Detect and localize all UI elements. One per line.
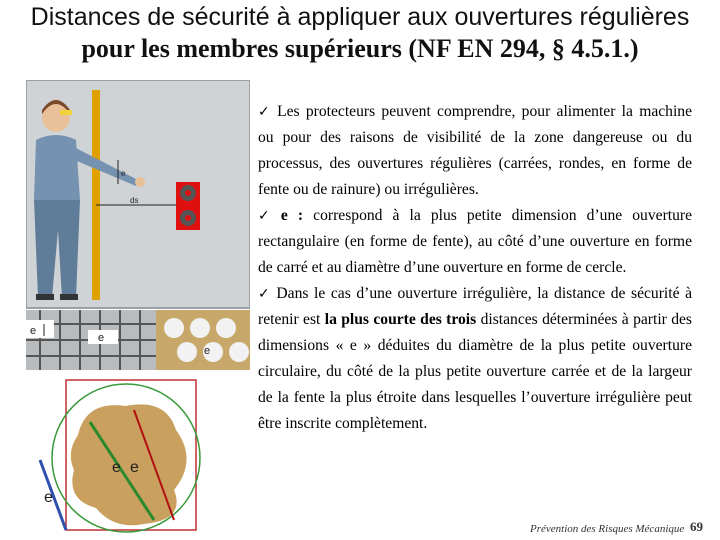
page-number: 69 — [690, 519, 703, 534]
guard-wall — [92, 90, 100, 300]
irregular-e-label-1: e — [112, 459, 121, 476]
irregular-e-label-2: e — [130, 459, 139, 476]
dimension-ds-label: ds — [130, 196, 139, 205]
bullet-item: ✓ e : correspond à la plus petite dimension d’une ouverture rectangulaire (en forme de fente), au côté d’une ouverture en forme de carré et au diamètre d’une ouverture en forme de cercle. — [258, 207, 693, 276]
check-icon: ✓ — [258, 286, 272, 302]
slot-e-label: e — [30, 325, 37, 337]
square-e-label: e — [98, 332, 105, 344]
irregular-e-label-3: e — [44, 489, 53, 506]
footer-text: Prévention des Risques Mécanique — [530, 523, 685, 535]
check-icon: ✓ — [258, 208, 276, 224]
bullet-item: ✓ Dans le cas d’une ouverture irrégulière, la distance de sécurité à retenir est la plus courte des trois distances déterminées à partir des dimensions « e » déduites du diamètre de la plus petite ouverture circulaire, du côté de la plus petite ouverture carrée et de la largeur de la fente la plus étroite dans lesquelles l’ouverture irrégulière peut être inscrite complètement. — [258, 285, 692, 432]
page-title — [0, 2, 720, 64]
bullet-item: ✓ Les protecteurs peuvent comprendre, pour alimenter la machine ou pour des raisons de visibilité de la zone dangereuse ou du processus, des ouvertures régulières (carrées, rondes, en forme de fente ou de rainure) ou irrégulières. — [258, 103, 693, 198]
bullet-list — [258, 99, 692, 437]
dimension-e-label: e — [121, 169, 126, 178]
title-line-2: pour les membres supérieurs (NF EN 294, § 4.5.1.) — [81, 34, 639, 63]
check-icon: ✓ — [258, 104, 273, 120]
title-line-1: Distances de sécurité à appliquer aux ouvertures régulières — [30, 3, 690, 31]
circle-e-label: e — [204, 345, 211, 357]
illustration — [26, 80, 250, 538]
